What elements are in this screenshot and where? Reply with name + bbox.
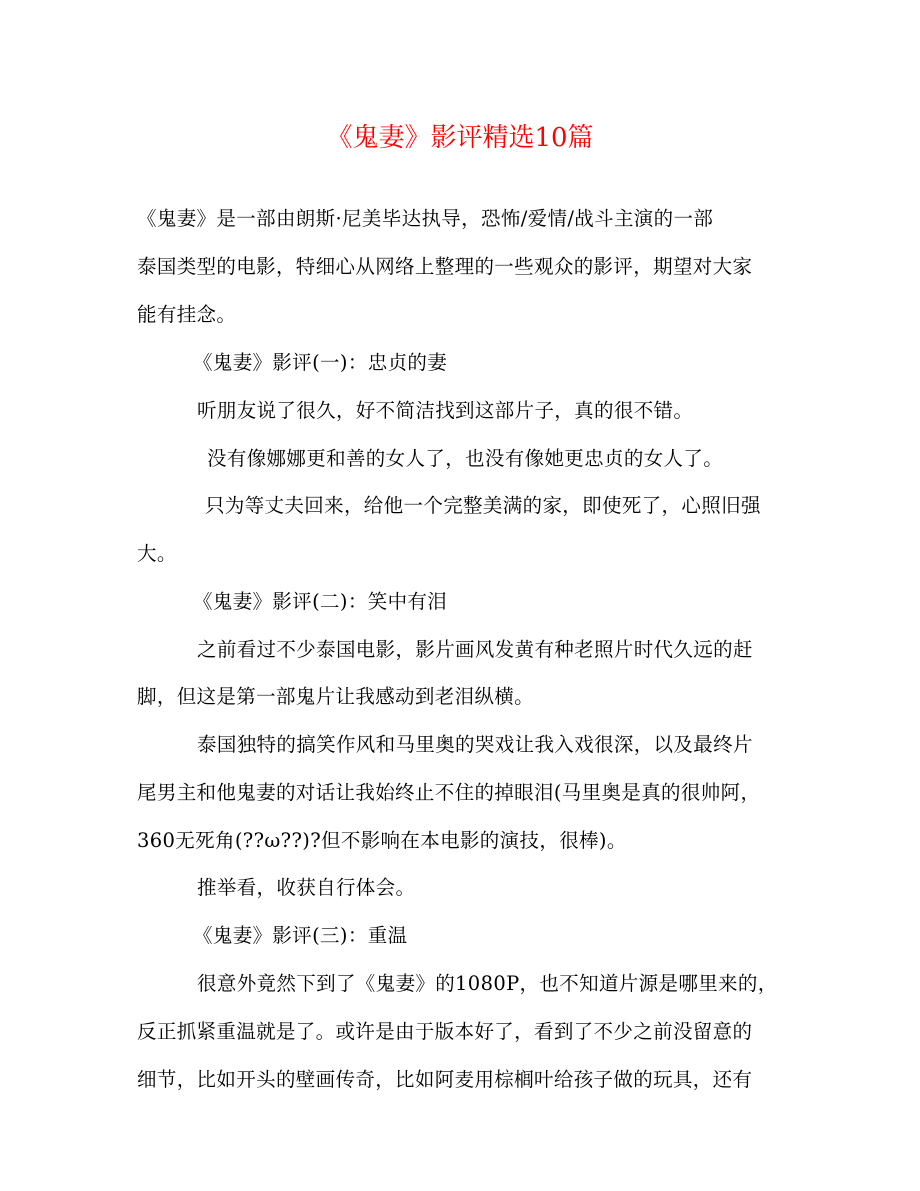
review-1-paragraph-3-line-1: 只为等丈夫回来，给他一个完整美满的家，即使死了，心照旧强	[205, 494, 761, 517]
review-2-paragraph-2-line-3: 360无死角(??ω??)?但不影响在本电影的演技，很棒)。	[137, 829, 627, 852]
review-1-paragraph-2: 没有像娜娜更和善的女人了，也没有像她更忠贞的女人了。	[207, 447, 724, 470]
review-2-heading: 《鬼妻》影评(二)：笑中有泪	[193, 590, 448, 613]
review-3-heading: 《鬼妻》影评(三)：重温	[193, 924, 408, 947]
review-1-paragraph-3-line-2: 大。	[137, 542, 177, 565]
review-2-paragraph-1-line-1: 之前看过不少泰国电影，影片画风发黄有种老照片时代久远的赶	[197, 638, 753, 661]
review-2-paragraph-3: 推举看，收获自行体会。	[197, 876, 416, 899]
review-2-paragraph-2-line-1: 泰国独特的搞笑作风和马里奥的哭戏让我入戏很深，以及最终片	[197, 733, 753, 756]
review-3-paragraph-1-line-3: 细节，比如开头的壁画传奇，比如阿麦用棕榈叶给孩子做的玩具，还有	[137, 1068, 753, 1091]
review-3-paragraph-1-line-2: 反正抓紧重温就是了。或许是由于版本好了，看到了不少之前没留意的	[137, 1020, 753, 1043]
intro-line-1: 《鬼妻》是一部由朗斯·尼美毕达执导，恐怖/爱情/战斗主演的一部	[137, 207, 714, 230]
intro-line-2: 泰国类型的电影，特细心从网络上整理的一些观众的影评，期望对大家	[137, 255, 753, 278]
review-1-heading: 《鬼妻》影评(一)：忠贞的妻	[193, 351, 448, 374]
review-2-paragraph-2-line-2: 尾男主和他鬼妻的对话让我始终止不住的掉眼泪(马里奥是真的很帅阿，	[137, 781, 761, 804]
review-3-paragraph-1-line-1: 很意外竟然下到了《鬼妻》的1080P，也不知道片源是哪里来的，	[197, 972, 778, 995]
review-2-paragraph-1-line-2: 脚，但这是第一部鬼片让我感动到老泪纵横。	[137, 685, 535, 708]
intro-line-3: 能有挂念。	[137, 303, 237, 326]
review-1-paragraph-1: 听朋友说了很久，好不简洁找到这部片子，真的很不错。	[197, 399, 694, 422]
document-title: 《鬼妻》影评精选10篇	[326, 123, 594, 153]
